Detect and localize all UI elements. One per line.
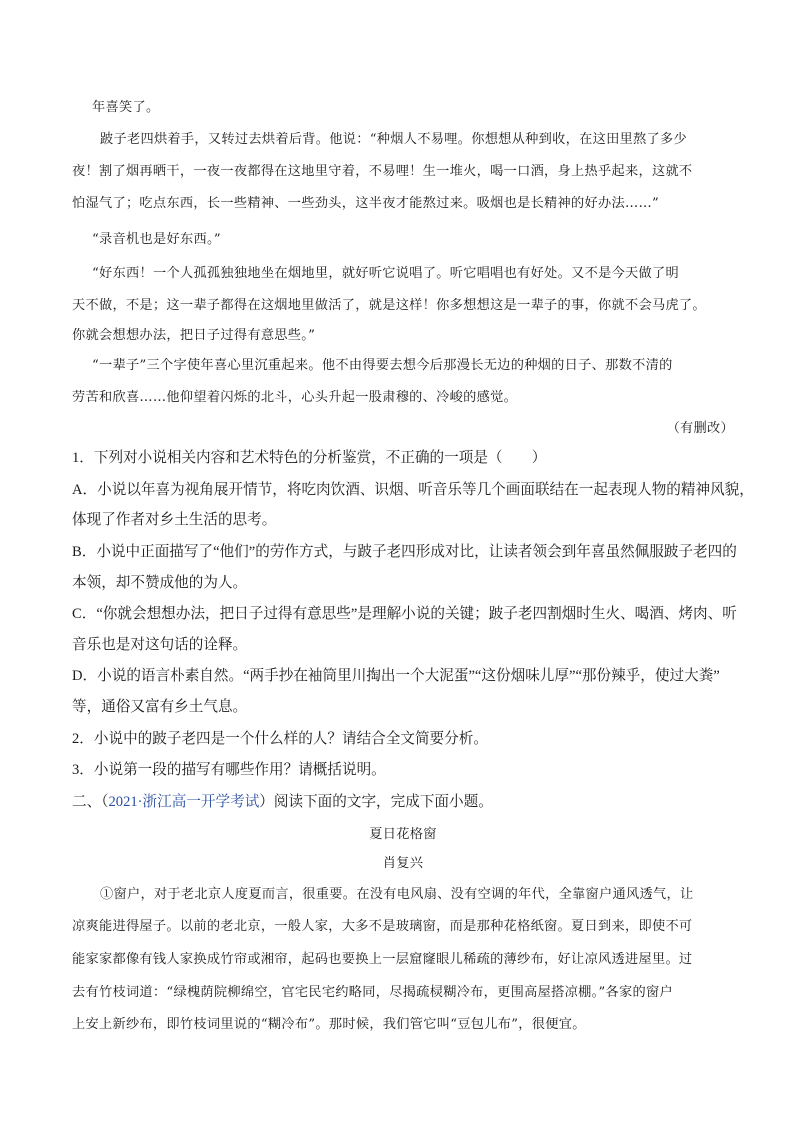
option-b-cont: 本领，却不赞成他的为人。 (72, 575, 248, 591)
essay-line: 去有竹枝词道：“绿槐荫院柳绵空，官宅民宅约略同，尽揭疏棂糊冷布，更围高屋搭凉棚。”各家的窗户 (72, 985, 673, 1000)
essay-title: 夏日花格窗 (369, 827, 437, 842)
section-2-heading (72, 790, 493, 811)
option-a: A．小说以年喜为视角展开情节，将吃肉饮酒、识烟、听音乐等几个画面联结在一起表现人物的精神风貌， (72, 482, 754, 498)
question-2: 2．小说中的跛子老四是一个什么样的人？请结合全文简要分析。 (72, 731, 488, 747)
story-line: 你就会想想办法，把日子过得有意思些。” (72, 328, 316, 343)
option-b: B．小说中正面描写了“他们”的劳作方式，与跛子老四形成对比，让读者领会到年喜虽然佩服跛子老四的 (72, 544, 737, 560)
story-line: “一辈子”三个字使年喜心里沉重起来。他不由得要去想今后那漫长无边的种烟的日子、那数不清的 (92, 358, 673, 373)
revision-note: （有删改） (666, 421, 734, 436)
story-line: “好东西！一个人孤孤独独地坐在烟地里，就好听它说唱了。听它唱唱也有好处。又不是今天做了明 (92, 266, 679, 281)
story-line: 劳苦和欣喜……他仰望着闪烁的北斗，心头升起一股肃穆的、冷峻的感觉。 (72, 390, 518, 405)
option-d-cont: 等，通俗又富有乡土气息。 (72, 699, 248, 715)
essay-author: 肖复兴 (382, 856, 424, 871)
essay-line: 能家家都像有钱人家换成竹帘或湘帘，起码也要换上一层窟窿眼儿稀疏的薄纱布，好让凉风透进屋里。过 (72, 952, 693, 967)
story-line: “录音机也是好东西。” (92, 232, 221, 247)
option-c: C．“你就会想想办法，把日子过得有意思些”是理解小说的关键；跛子老四割烟时生火、喝酒、烤肉、听 (72, 606, 737, 622)
essay-line: 凉爽能进得屋子。以前的老北京，一般人家，大多不是玻璃窗，而是那种花格纸窗。夏日到来，即使不可 (72, 919, 693, 934)
story-line: 年喜笑了。 (92, 100, 160, 115)
question-1: 1．下列对小说相关内容和艺术特色的分析鉴赏，不正确的一项是（ ） (72, 450, 547, 466)
section-2-prefix: 二、（ (72, 794, 109, 810)
story-line: 夜！割了烟再晒干，一夜一夜都得在这地里守着，不易哩！生一堆火，喝一口酒，身上热乎起来，这就不 (72, 164, 693, 179)
option-d: D．小说的语言朴素自然。“两手抄在袖筒里川掏出一个大泥蛋”“这份烟味儿厚”“那份辣乎，使过大粪” (72, 668, 720, 684)
section-2-suffix: ）阅读下面的文字，完成下面小题。 (259, 794, 493, 810)
section-2-source: 2021·浙江高一开学考试 (108, 794, 260, 810)
story-line: 天不做，不是；这一辈子都得在这烟地里做活了，就是这样！你多想想这是一辈子的事，你就不会马虎了。 (72, 298, 706, 313)
question-3: 3．小说第一段的描写有哪些作用？请概括说明。 (72, 762, 386, 778)
story-line: 怕湿气了；吃点东西，长一些精神、一些劲头，这半夜才能熬过来。吸烟也是长精神的好办法……” (72, 196, 660, 211)
essay-line: 上安上新纱布，即竹枝词里说的“糊冷布”。那时候，我们管它叫“豆包儿布”，很便宜。 (72, 1017, 586, 1032)
option-a-cont: 体现了作者对乡土生活的思考。 (72, 512, 277, 528)
option-c-cont: 音乐也是对这句话的诠释。 (72, 637, 248, 653)
essay-line: ①窗户，对于老北京人度夏而言，很重要。在没有电风扇、没有空调的年代，全靠窗户通风透气，让 (100, 887, 694, 902)
story-line: 跛子老四烘着手，又转过去烘着后背。他说：“种烟人不易哩。你想想从种到收，在这田里熬了多少 (100, 132, 687, 147)
